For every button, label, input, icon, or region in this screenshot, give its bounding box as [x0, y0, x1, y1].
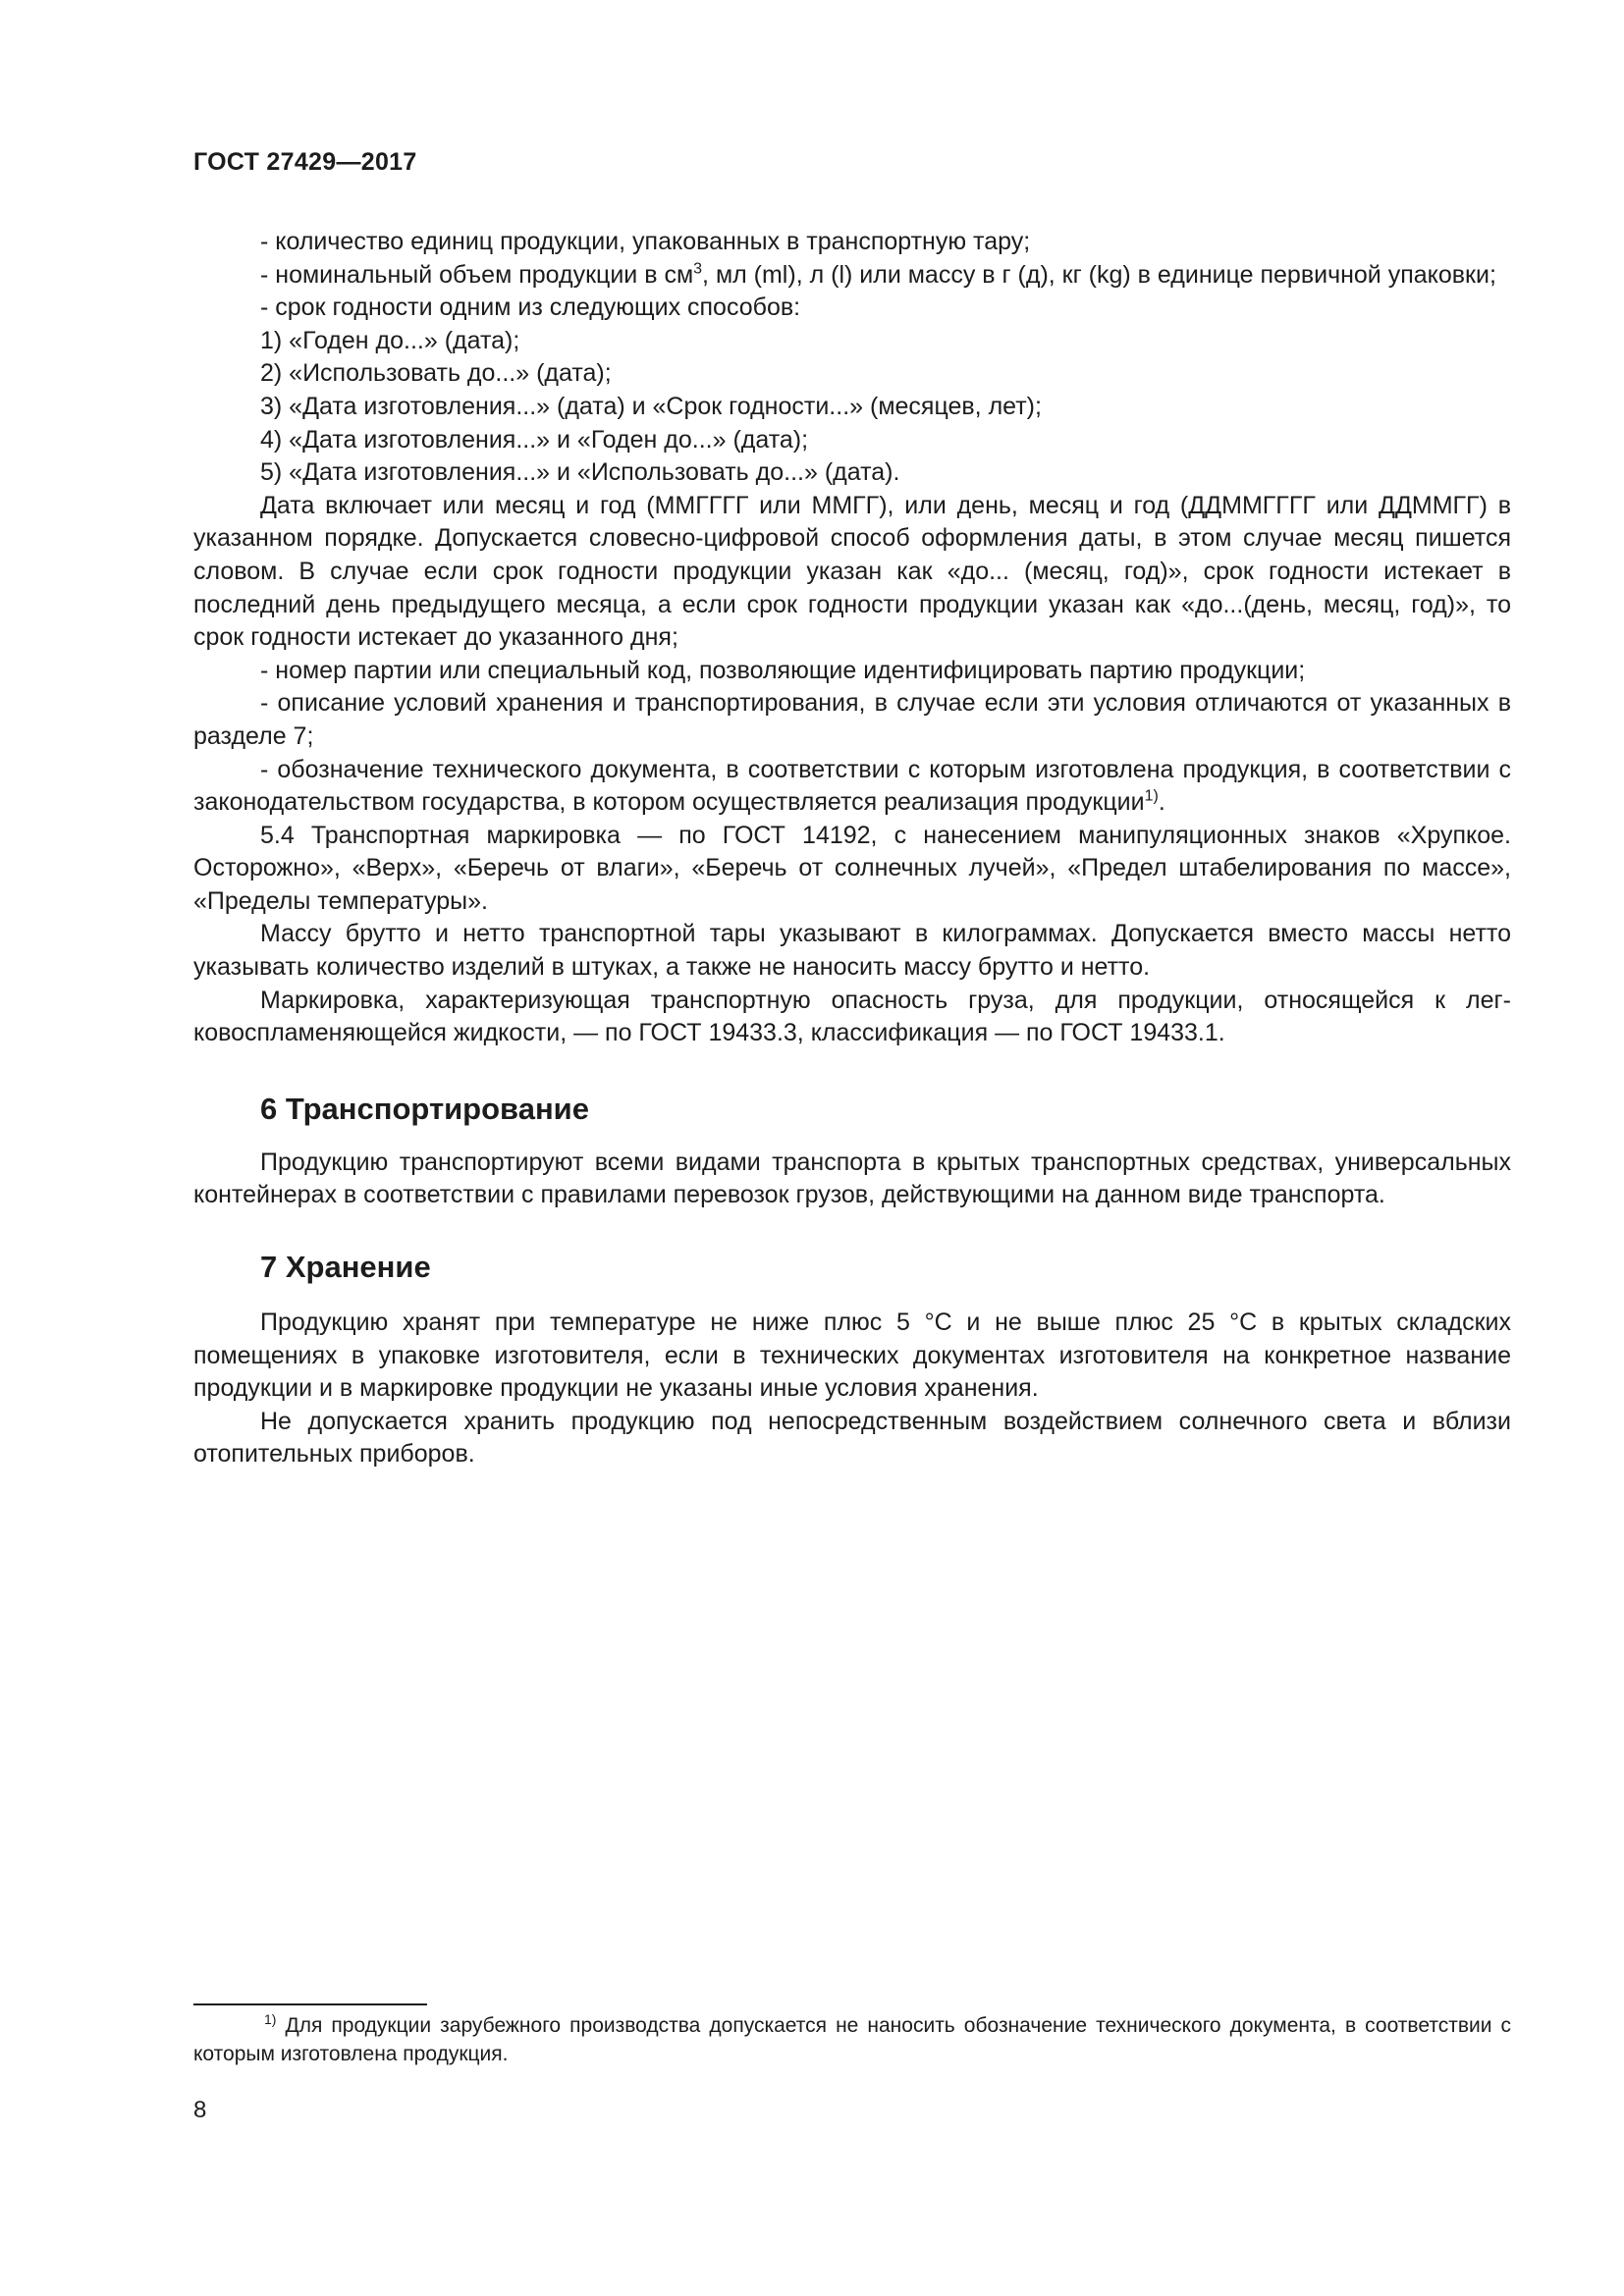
- clause-5-4-transport-marking: 5.4 Транспортная маркировка — по ГОСТ 14192, с нанесением манипуляционных знаков «Хрупкое. Осторожно», «Верх», «Беречь от влаги», «Беречь от солнечных лучей», «Предел штабелирования по массе», «Пределы температуры».: [193, 821, 1511, 915]
- clause-5-4-hazard: Маркировка, характеризующая транспортную опасность груза, для продукции, относящейся к легковоспламеняющейся жидкости, — по ГОСТ 19433.3, классификация — по ГОСТ 19433.1.: [193, 986, 1511, 1047]
- superscript-cube: 3: [693, 260, 703, 278]
- footnote-text: Для продукции зарубежного производства допускается не наносить обозначение технического документа, в соответствии с которым изготовлена продукция.: [193, 2014, 1511, 2065]
- footnote-divider: [193, 2003, 427, 2005]
- shelf-life-option-3: 3) «Дата изготовления...» (дата) и «Срок годности...» (месяцев, лет);: [260, 392, 1042, 420]
- shelf-life-option-4: 4) «Дата изготовления...» и «Годен до...» (дата);: [260, 425, 809, 454]
- section-6-text: Продукцию транспортируют всеми видами транспорта в крытых транспортных средствах, универсальных контейнерах в соответствии с правилами перевозок грузов, действующими на данном виде транспорта.: [193, 1148, 1511, 1209]
- document-body: [193, 226, 1511, 1471]
- document-header-id: ГОСТ 27429—2017: [193, 148, 417, 176]
- item-batch-number: - номер партии или специальный код, позволяющие идентифицировать партию продукции;: [260, 656, 1306, 684]
- item-volume-text-rest: , мл (ml), л (l) или массу в г (д), кг (kg) в единице первичной упаковки;: [702, 260, 1496, 289]
- date-format-paragraph: Дата включает или месяц и год (ММГГГГ или ММГГ), или день, месяц и год (ДДММГГГГ или ДДММГГ) в указанном порядке. Допускается словесно-цифровой способ оформления даты, в этом случае месяц пишется словом. В случае если срок годности продукции указан как «до... (месяц, год)», срок годности истекает в последний день предыдущего месяца, а если срок годности продукции указан как «до...(день, месяц, год)», то срок годности истекает до указанного дня;: [193, 491, 1511, 652]
- footnote-reference[interactable]: 1): [1144, 787, 1159, 805]
- section-7-text-1: Продукцию хранят при температуре не ниже плюс 5 °С и не выше плюс 25 °С в крытых складских помещениях в упаковке изготовителя, если в технических документах изготовителя на конкретное название продукции и в маркировке продукции не указаны иные условия хранения.: [193, 1308, 1511, 1403]
- item-quantity: - количество единиц продукции, упакованных в транспортную тару;: [260, 228, 1031, 255]
- shelf-life-option-2: 2) «Использовать до...» (дата);: [260, 359, 612, 388]
- item-volume: [193, 259, 1511, 293]
- clause-5-4-mass: Массу брутто и нетто транспортной тары указывают в килограммах. Допускается вместо массы нетто указывать количество изделий в штуках, а также не наносить массу брутто и нетто.: [193, 920, 1511, 982]
- section-7-heading: 7 Хранение: [260, 1250, 431, 1285]
- item-technical-document-text: - обозначение технического документа, в соответствии с которым изготовлена продукция, в соответствии с законодательством государства, в котором осуществляется реализация продукции: [193, 755, 1511, 817]
- item-technical-document: [193, 754, 1511, 820]
- page-number: 8: [193, 2097, 207, 2123]
- shelf-life-option-5: 5) «Дата изготовления...» и «Использовать до...» (дата).: [260, 458, 900, 487]
- item-technical-document-end: .: [1158, 788, 1165, 817]
- section-7-text-2: Не допускается хранить продукцию под непосредственным воздействием солнечного света и вблизи отопительных приборов.: [193, 1407, 1511, 1468]
- section-6-heading: 6 Транспортирование: [260, 1091, 589, 1126]
- footnote-marker: 1): [264, 2011, 277, 2027]
- item-volume-text: - номинальный объем продукции в см: [260, 260, 694, 289]
- item-storage-conditions: - описание условий хранения и транспортирования, в случае если эти условия отличаются от указанных в разделе 7;: [193, 689, 1511, 750]
- item-shelf-life: - срок годности одним из следующих способов:: [260, 294, 801, 322]
- footnote: [193, 2011, 1511, 2068]
- shelf-life-option-1: 1) «Годен до...» (дата);: [260, 326, 520, 354]
